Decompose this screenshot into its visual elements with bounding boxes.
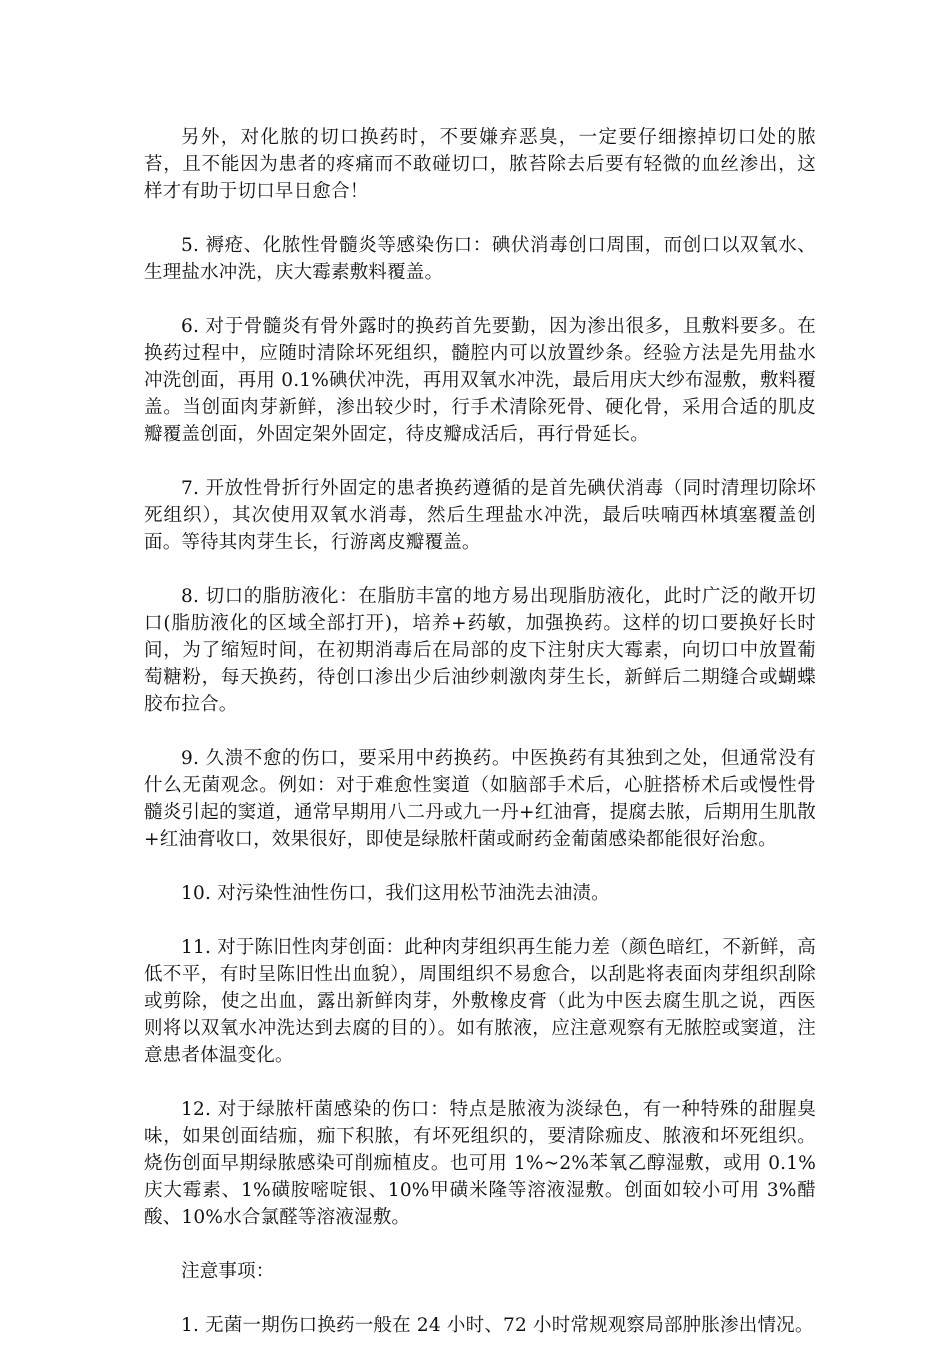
paragraph-item-10: 10. 对污染性油性伤口，我们这用松节油洗去油渍。 bbox=[181, 883, 610, 904]
paragraph-item-8: 8. 切口的脂肪液化：在脂肪丰富的地方易出现脂肪液化，此时广泛的敞开切口(脂肪液化的区域全部打开)，培养+药敏，加强换药。这样的切口要换好长时间，为了缩短时间，在初期消毒后在局部的皮下注射庆大霉素，向切口中放置葡萄糖粉，每天换药，待创口渗出少后油纱刺激肉芽生长，新鲜后二期缝合或蝴蝶胶布拉合。 bbox=[144, 586, 816, 715]
paragraph-item-12: 12. 对于绿脓杆菌感染的伤口：特点是脓液为淡绿色，有一种特殊的甜腥臭味，如果创面结痂，痂下积脓，有坏死组织的，要清除痂皮、脓液和坏死组织。烧伤创面早期绿脓感染可削痂植皮。也可用 1%~2%苯氧乙醇湿敷，或用 0.1%庆大霉素、1%磺胺嘧啶银、10%甲磺米隆等溶液湿敷。创面如较小可用 3%醋酸、10%水合氯醛等溶液湿敷。 bbox=[144, 1099, 816, 1228]
paragraph-item-7: 7. 开放性骨折行外固定的患者换药遵循的是首先碘伏消毒（同时清理切除坏死组织），其次使用双氧水消毒，然后生理盐水冲洗，最后呋喃西林填塞覆盖创面。等待其肉芽生长，行游离皮瓣覆盖。 bbox=[144, 478, 816, 553]
paragraph-item-9: 9. 久溃不愈的伤口，要采用中药换药。中医换药有其独到之处，但通常没有什么无菌观念。例如：对于难愈性窦道（如脑部手术后，心脏搭桥术后或慢性骨髓炎引起的窦道，通常早期用八二丹或九一丹+红油膏，提腐去脓，后期用生肌散+红油膏收口，效果很好，即使是绿脓杆菌或耐药金葡菌感染都能很好治愈。 bbox=[144, 748, 816, 850]
paragraph-item-5: 5. 褥疮、化脓性骨髓炎等感染伤口：碘伏消毒创口周围，而创口以双氧水、生理盐水冲洗，庆大霉素敷料覆盖。 bbox=[144, 235, 816, 283]
paragraph-item-11: 11. 对于陈旧性肉芽创面：此种肉芽组织再生能力差（颜色暗红，不新鲜，高低不平，有时呈陈旧性出血貌），周围组织不易愈合，以刮匙将表面肉芽组织刮除或剪除，使之出血，露出新鲜肉芽，外敷橡皮膏（此为中医去腐生肌之说，西医则将以双氧水冲洗达到去腐的目的）。如有脓液，应注意观察有无脓腔或窦道，注意患者体温变化。 bbox=[144, 937, 816, 1066]
paragraph-note-1: 1. 无菌一期伤口换药一般在 24 小时、72 小时常规观察局部肿胀渗出情况。 bbox=[181, 1315, 814, 1336]
section-heading-notes: 注意事项： bbox=[181, 1261, 275, 1282]
paragraph-pus-incision: 另外，对化脓的切口换药时，不要嫌弃恶臭，一定要仔细擦掉切口处的脓苔，且不能因为患者的疼痛而不敢碰切口，脓苔除去后要有轻微的血丝渗出，这样才有助于切口早日愈合！ bbox=[144, 127, 816, 202]
document-body bbox=[144, 124, 816, 1366]
paragraph-item-6: 6. 对于骨髓炎有骨外露时的换药首先要勤，因为渗出很多，且敷料要多。在换药过程中，应随时清除坏死组织，髓腔内可以放置纱条。经验方法是先用盐水冲洗创面，再用 0.1%碘伏冲洗，再用双氧水冲洗，最后用庆大纱布湿敷，敷料覆盖。当创面肉芽新鲜，渗出较少时，行手术清除死骨、硬化骨，采用合适的肌皮瓣覆盖创面，外固定架外固定，待皮瓣成活后，再行骨延长。 bbox=[144, 316, 816, 445]
